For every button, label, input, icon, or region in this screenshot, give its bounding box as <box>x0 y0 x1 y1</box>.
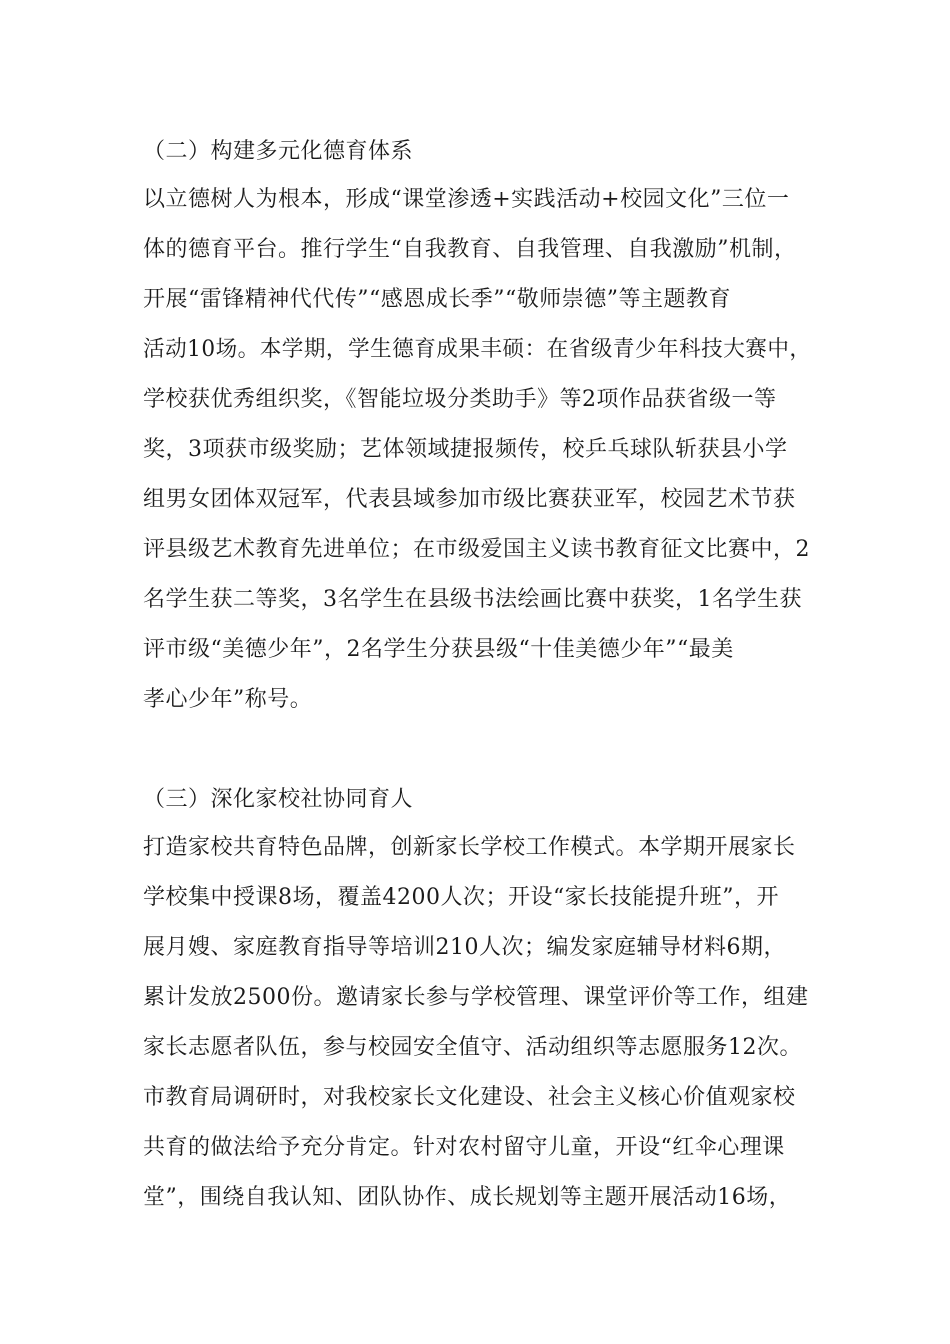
paragraph-line: 奖，3项获市级奖励；艺体领域捷报频传，校乒乓球队斩获县小学 <box>143 437 788 462</box>
paragraph-line: 堂”，围绕自我认知、团队协作、成长规划等主题开展活动16场， <box>143 1185 792 1210</box>
paragraph-line: 孝心少年”称号。 <box>143 687 313 712</box>
paragraph-line: 评县级艺术教育先进单位；在市级爱国主义读书教育征文比赛中，2 <box>143 537 810 562</box>
section-heading-3: （三）深化家校社协同育人 <box>143 787 414 812</box>
paragraph-line: 评市级“美德少年”，2名学生分获县级“十佳美德少年”“最美 <box>143 637 734 662</box>
paragraph-line: 市教育局调研时，对我校家长文化建设、社会主义核心价值观家校 <box>143 1085 796 1110</box>
paragraph-line: 以立德树人为根本，形成“课堂渗透+实践活动+校园文化”三位一 <box>143 187 790 212</box>
paragraph-line: 家长志愿者队伍，参与校园安全值守、活动组织等志愿服务12次。 <box>143 1035 802 1060</box>
paragraph-line: 累计发放2500份。邀请家长参与学校管理、课堂评价等工作，组建 <box>143 985 809 1010</box>
section-heading-2: （二）构建多元化德育体系 <box>143 139 414 164</box>
paragraph-line: 体的德育平台。推行学生“自我教育、自我管理、自我激励”机制， <box>143 237 797 262</box>
paragraph-line: 活动10场。本学期，学生德育成果丰硕：在省级青少年科技大赛中， <box>143 337 812 362</box>
paragraph-line: 开展“雷锋精神代代传”“感恩成长季”“敬师崇德”等主题教育 <box>143 287 731 312</box>
paragraph-line: 共育的做法给予充分肯定。针对农村留守儿童，开设“红伞心理课 <box>143 1135 785 1160</box>
paragraph-line: 打造家校共育特色品牌，创新家长学校工作模式。本学期开展家长 <box>143 835 796 860</box>
paragraph-line: 组男女团体双冠军，代表县域参加市级比赛获亚军，校园艺术节获 <box>143 487 796 512</box>
paragraph-line: 展月嫂、家庭教育指导等培训210人次；编发家庭辅导材料6期， <box>143 935 786 960</box>
paragraph-line: 学校获优秀组织奖，《智能垃圾分类助手》等2项作品获省级一等 <box>143 387 777 412</box>
paragraph-line: 学校集中授课8场，覆盖4200人次；开设“家长技能提升班”，开 <box>143 885 779 910</box>
paragraph-line: 名学生获二等奖，3名学生在县级书法绘画比赛中获奖，1名学生获 <box>143 587 802 612</box>
